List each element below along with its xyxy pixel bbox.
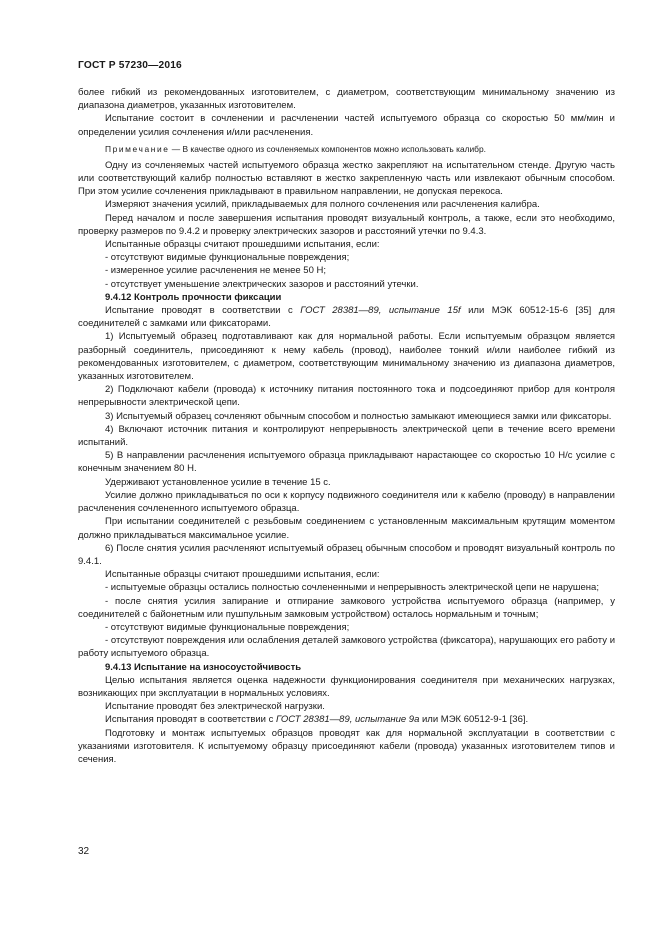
paragraph: Испытание состоит в сочленении и расчленении частей испытуемого образца со скоростью 50 мм/мин и определении усилия сочленения и/или расчленения. [78, 113, 615, 138]
paragraph: Испытание проводят без электрической нагрузки. [105, 701, 325, 713]
ref-text: или МЭК 60512-15-6 [35] для соединителей с замками или фиксаторами. [78, 305, 615, 330]
note-text: — В качестве одного из сочленяемых компонентов можно использовать калибр. [169, 143, 486, 154]
paragraph: Одну из сочленяемых частей испытуемого образца жестко закрепляют на испытательном стенде. Другую часть или соответствующий калибр полностью вставляют в жестко закрепленную часть или извлекают обычным способом. При этом усилие сочленения прикладывают в правильном направлении, не допуская перекоса. [78, 159, 615, 198]
paragraph: 2) Подключают кабели (провода) к источнику питания постоянного тока и подсоединяют прибор для контроля непрерывности электрической цепи. [78, 384, 615, 409]
list-item: - отсутствуют видимые функциональные повреждения; [105, 252, 350, 264]
paragraph: Удерживают установленное усилие в течение 15 с. [105, 476, 331, 488]
paragraph: Усилие должно прикладываться по оси к корпусу подвижного соединителя или к кабелю (проводу) в направлении расчленения сочлененного испытуемого образца. [78, 489, 615, 515]
paragraph [78, 713, 615, 726]
page-number: 32 [78, 846, 90, 857]
paragraph: 3) Испытуемый образец сочленяют обычным способом и полностью замыкают имеющиеся замки или фиксаторы. [105, 410, 612, 422]
ref-text: или МЭК 60512-9-1 [36]. [419, 714, 529, 726]
paragraph: 6) После снятия усилия расчленяют испытуемый образец обычным способом и проводят визуальный контроль по 9.4.1. [78, 542, 615, 567]
list-item: - испытуемые образцы остались полностью сочлененными и непрерывность электрической цепи не нарушена; [105, 582, 599, 594]
paragraph: 5) В направлении расчленения испытуемого образца прикладывают нарастающее со скоростью 10 Н/с усилие с конечным значением 80 Н. [78, 450, 615, 475]
paragraph: более гибкий из рекомендованных изготовителем, с диаметром, соответствующим минимальному значению из диапазона диаметров, указанных изготовителем. [78, 87, 615, 112]
note [78, 143, 615, 155]
paragraph: Испытанные образцы считают прошедшими испытания, если: [105, 239, 380, 251]
section-heading-9-4-13: 9.4.13 Испытание на износоустойчивость [105, 661, 302, 673]
paragraph: Измеряют значения усилий, прикладываемых для полного сочленения или расчленения калибра. [105, 199, 540, 211]
page-body [78, 86, 615, 766]
paragraph [78, 304, 615, 330]
ref-text: Испытание проводят в соответствии с [105, 305, 301, 317]
list-item: - отсутствуют видимые функциональные повреждения; [105, 621, 350, 633]
list-item: - отсутствует уменьшение электрических зазоров и расстояний утечки. [105, 278, 419, 290]
ref-standard: ГОСТ 28381—89, испытание 15f [300, 305, 461, 317]
paragraph: Испытанные образцы считают прошедшими испытания, если: [105, 569, 380, 581]
section-heading-9-4-12: 9.4.12 Контроль прочности фиксации [105, 291, 282, 303]
note-label: Примечание [105, 143, 170, 154]
paragraph: Подготовку и монтаж испытуемых образцов проводят как для нормальной эксплуатации в соответствии с указаниями изготовителя. К испытуемому образцу присоединяют кабели (провода) указанных изготовителем типов и сечения. [78, 727, 615, 765]
page-header: ГОСТ Р 57230—2016 [78, 60, 182, 71]
paragraph: 4) Включают источник питания и контролируют непрерывность электрической цепи в течение всего времени испытаний. [78, 423, 615, 449]
ref-standard: ГОСТ 28381—89, испытание 9a [276, 714, 420, 726]
ref-text: Испытания проводят в соответствии с [105, 714, 277, 726]
list-item: - измеренное усилие расчленения не менее 50 Н; [105, 265, 327, 277]
paragraph: При испытании соединителей с резьбовым соединением с установленным максимальным крутящим моментом должно прикладываться максимальное усилие. [78, 516, 615, 541]
paragraph: Перед началом и после завершения испытания проводят визуальный контроль, а также, если это необходимо, проверку размеров по 9.4.2 и проверку электрических зазоров и расстояний утечки по 9.4.3. [78, 212, 615, 237]
paragraph: 1) Испытуемый образец подготавливают как для нормальной работы. Если испытуемым образцом является разборный соединитель, присоединяют к нему кабель (провод), наиболее тонкий и/или наиболее гибкий из рекомендованных изготовителем, с диаметром, соответствующим минимальному значению из диапазона диаметров, указанных изготовителем. [78, 331, 615, 383]
list-item: - после снятия усилия запирание и отпирание замкового устройства испытуемого образца (например, у соединителей с байонетным или пушпульным замковым устройством) осталось нормальным и точным; [78, 595, 615, 620]
paragraph: Целью испытания является оценка надежности функционирования соединителя при механических нагрузках, возникающих при эксплуатации в нормальных условиях. [78, 674, 615, 699]
list-item: - отсутствуют повреждения или ослабления деталей замкового устройства (фиксатора), нарушающих его работу и работу испытуемого образца. [78, 635, 615, 660]
